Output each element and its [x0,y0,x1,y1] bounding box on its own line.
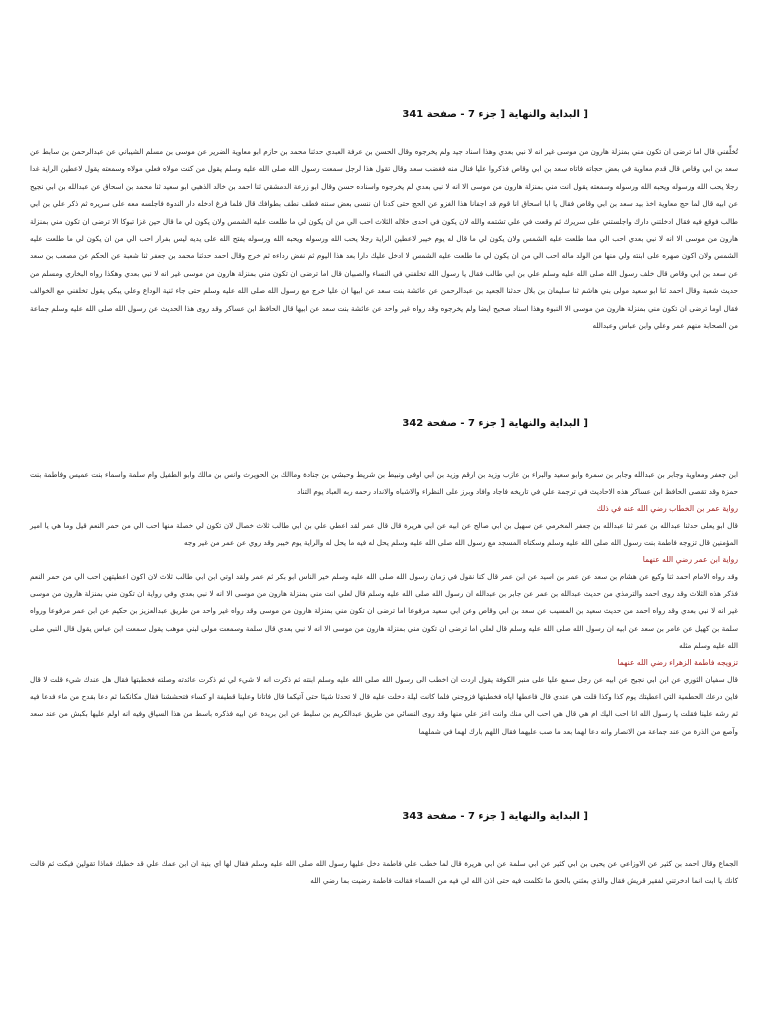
section-heading: تزويجه فاطمة الزهراء رضي الله عنهما [617,657,738,667]
page-section [30,466,738,740]
section-heading: رواية عمر بن الخطاب رضي الله عنه في ذلك [596,503,738,513]
body-paragraph: تُخلِّفني قال اما ترضى ان تكون مني بمنزلة هارون من موسى غير انه لا نبي بعدي وهذا اسناد جيد ولم يخرجوه وقال الحسن بن عرفة العبدي حدثنا محمد بن حازم ابو معاوية الضرير عن موسى بن مسلم الشيباني عن عبدالرحمن بن سابط عن سعد بن ابي وقاص قال قدم معاوية في بعض حجاته فاتاه سعد بن ابي وقاص فذكروا عليا فنال منه فغضب سعد وقال تقول هذا لرجل سمعت رسول الله صلى الله عليه وسلم يقول من كنت مولاه فعلي مولاه وسمعته يقول لاعطين الراية غدا رجلا يحب الله ورسوله ويحبه الله ورسوله وسمعته يقول انت مني بمنزلة هارون من موسى الا انه لا نبي بعدي لم يخرجوه واسناده حسن وقال ابو زرعة الدمشقي ثنا احمد بن خالد الذهبي ابو سعيد ثنا محمد بن اسحاق عن عبدالله بن ابي نجيح عن ابيه قال لما حج معاوية اخذ بيد سعد بن ابي وقاص فقال يا ابا اسحاق انا قوم قد اجفانا هذا الغزو عن الحج حتى كدنا ان ننسى بعض سننه فطف نطف بطوافك قال فلما فرغ ادخله دار الندوة فاجلسه معه على سريره ثم ذكر علي بن ابي طالب فوقع فيه فقال ادخلتني دارك واجلستني على سريرك ثم وقعت في علي تشتمه والله لان يكون في احدى خلاله الثلاث احب الي من ان يكون لي ما طلعت عليه الشمس ولان يكون لي ما قال حين غزا تبوكا الا ترضى ان تكون مني بمنزلة هارون من موسى الا انه لا نبي بعدي احب الي مما طلعت عليه الشمس ولان يكون لي ما قال له يوم خيبر لاعطين الراية رجلا يحب الله ورسوله ويحبه الله ورسوله يفتح الله على يديه ليس بفرار احب الي من ان يكون لي ما طلعت عليه الشمس ولان اكون صهره على ابنته ولي منها من الولد ماله احب الي من ان يكون لي ما طلعت عليه الشمس لا ادخل عليك دارا بعد هذا اليوم ثم نفض رداءه ثم خرج وقال احمد حدثنا محمد بن جعفر ثنا شعبة عن الحكم عن مصعب بن سعد عن سعد بن ابي وقاص قال خلف رسول الله صلى الله عليه وسلم علي بن ابي طالب فقال يا رسول الله تخلفني في النساء والصبيان قال اما ترضى ان تكون مني بمنزلة هارون من موسى غير انه لا نبي بعدي وهكذا رواه البخاري ومسلم من حديث شعبة وقال احمد ثنا ابو سعيد مولى بني هاشم ثنا سليمان بن بلال حدثنا الجعيد بن عبدالرحمن عن عائشة بنت سعد عن ابيها ان عليا خرج مع رسول الله صلى الله عليه وسلم حتى جاء ثنية الوداع وعلي يبكي يقول تخلفني مع الخوالف فقال اوما ترضى ان تكون مني بمنزلة هارون من موسى الا النبوة وهذا اسناد صحيح ايضا ولم يخرجوه وقد رواه غير واحد عن عائشة بنت سعد عن ابيها قال الحافظ ابن عساكر وقد روى هذا الحديث عن رسول الله صلى الله عليه وسلم جماعة من الصحابة منهم عمر وعلي وابن عباس وعبدالله [30,147,738,331]
body-paragraph: قال سفيان الثوري عن ابن ابي نجيح عن ابيه عن رجل سمع عليا على منبر الكوفة يقول اردت ان اخطب الى رسول الله صلى الله عليه وسلم ابنته ثم ذكرت انه لا شيء لي ثم ذكرت عائدته وصلته فخطبتها فقال هل عندك شيء قلت لا قال فاين درعك الحطمية التي اعطيتك يوم كذا وكذا قلت هي عندي قال فاعطها اياه فخطبتها فزوجني فلما كانت ليلة دخلت عليه قال لا تحدثا شيئا حتى آتيكما قال فاتانا وعلينا قطيفة او كساء فتحششنا فقال مكانكما ثم دعا بقدح من ماء فدعا فيه ثم رشه علينا فقلت يا رسول الله انا احب اليك ام هي قال هي احب الي منك وانت اعز علي منها وقد روى النسائي من طريق عبدالكريم بن سليط عن ابن بريدة عن ابيه فذكره باسط من هذا السياق وفيه انه اولم عليها بكبش من عند سعد وآصع من الذرة من عند جماعة من الانصار وانه دعا لهما بعد ما صب عليهما فقال اللهم بارك لهما في شملهما [30,674,738,736]
body-paragraph: الجماع وقال احمد بن كثير عن الاوزاعي عن يحيى بن ابي كثير عن ابي سلمة عن ابي هريرة قال لما خطب علي فاطمة دخل عليها رسول الله صلى الله عليه وسلم فقال لها اي بنية ان ابن عمك علي قد خطبك فماذا تقولين فبكت ثم قالت كانك يا ابت انما ادخرتني لفقير قريش فقال والذي بعثني بالحق ما تكلمت فيه حتى اذن الله لي فيه من السماء فقالت فاطمة رضيت بما رضي الله [30,859,738,886]
body-paragraph: قال ابو يعلى حدثنا عبدالله بن عمر ثنا عبدالله بن جعفر المخرمي عن سهيل بن ابي صالح عن ابيه عن ابي هريرة قال قال عمر لقد اعطي علي بن ابي طالب ثلاث خصال لان تكون لي خصلة منها احب الي من حمر النعم قيل وما هي يا امير المؤمنين قال تزوجه فاطمة بنت رسول الله صلى الله عليه وسلم وسكناه المسجد مع رسول الله صلى الله عليه وسلم يحل له فيه ما يحل له والراية يوم خيبر وقد روي عن عمر من غير وجه [30,520,738,548]
page-header: [ البداية والنهاية [ جزء 7 - صفحة 343 [402,811,588,822]
body-paragraph: ابن جعفر ومعاوية وجابر بن عبدالله وجابر بن سمرة وابو سعيد والبراء بن عازب وزيد بن ارقم وزيد بن ابي اوفى ونبيط بن شريط وحبشي بن جنادة وماالك بن الحويرث وانس بن مالك وابو الطفيل وام سلمة واسماء بنت عميس وفاطمة بنت حمزة وقد تقصى الحافظ ابن عساكر هذه الاحاديث في ترجمة علي في تاريخه فاجاد وافاد وبرز على النظراء والاشباه والانداد رحمه ربه العباد يوم التناد [30,470,738,497]
body-paragraph: وقد رواه الامام احمد ثنا وكيع عن هشام بن سعد عن عمر بن اسيد عن ابن عمر قال كنا نقول في زمان رسول الله صلى الله عليه وسلم خير الناس ابو بكر ثم عمر ولقد اوتي ابن ابي طالب ثلاث لان اكون اعطيتهن احب الي من حمر النعم فذكر هذه الثلاث وقد روى احمد والترمذي من حديث عبدالله بن عمر عن جابر بن عبدالله ان رسول الله صلى الله عليه وسلم قال لعلي انت مني بمنزلة هارون من موسى الا انه لا نبي بعدي وفي رواية ان تكون مني بمنزلة هارون من موسى غير انه لا نبي بعدي وقد رواه احمد من حديث سعيد بن المسيب عن سعد بن ابي وقاص وعن ابي سعيد مرفوعا اما ترضى ان تكون مني بمنزلة هارون من موسى وقد رواه غير واحد من طريق عبدالعزيز بن حكيم عن ابن عمر مرفوعا ورواه سلمة بن كهيل عن عامر بن سعد عن ابيه ان رسول الله صلى الله عليه وسلم قال لعلي اما ترضى ان تكون مني بمنزلة هارون من موسى الا انه لا نبي بعدي قال سلمة وسمعت مولى لبني موهب يقول سمعت ابن عباس يقول قال النبي صلى الله عليه وسلم مثله [30,571,738,651]
section-heading: رواية ابن عمر رضي الله عنهما [642,554,738,564]
page-header: [ البداية والنهاية [ جزء 7 - صفحة 341 [402,109,588,120]
page-header: [ البداية والنهاية [ جزء 7 - صفحة 342 [402,418,588,429]
